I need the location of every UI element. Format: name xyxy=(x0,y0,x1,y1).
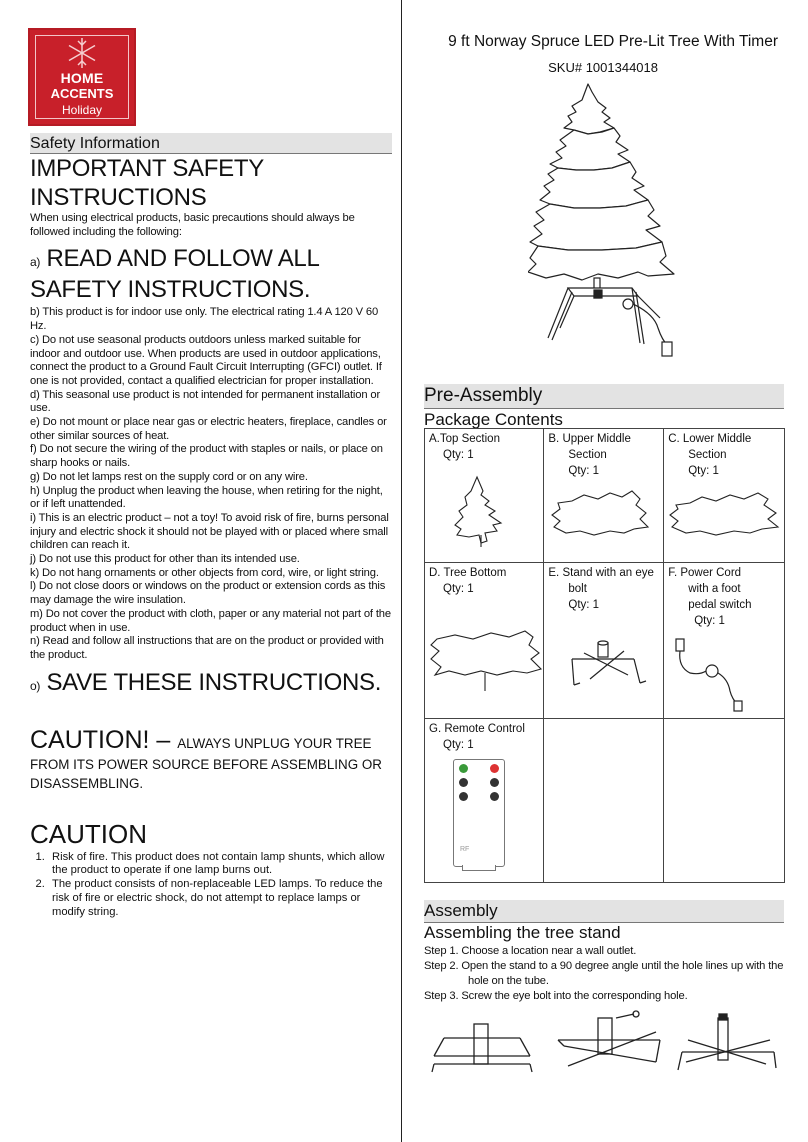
step-3: Step 3. Screw the eye bolt into the corresponding hole. xyxy=(424,990,688,1002)
part-label: C. Lower Middle xyxy=(668,433,752,445)
part-cell-empty xyxy=(664,719,785,883)
part-label: G. Remote Control xyxy=(429,723,525,735)
pre-assembly-title: Pre-Assembly xyxy=(424,384,784,409)
top-section-illustration xyxy=(425,429,545,563)
safety-item: d) This seasonal use product is not intended for permanent installation or use. xyxy=(30,388,381,415)
part-cell-e xyxy=(544,563,664,719)
risk-item: 2. The product consists of non-replaceable LED lamps. To reduce the risk of fire or electric shock, do not attempt to replace lamps or modify string. xyxy=(48,878,392,919)
part-cell-f xyxy=(664,563,785,719)
package-contents-grid xyxy=(424,428,785,883)
part-label: B. Upper Middle xyxy=(548,433,631,445)
part-cell-a xyxy=(425,429,544,563)
part-label-cont: Section xyxy=(688,449,727,461)
part-label-cont: pedal switch xyxy=(688,599,752,611)
step-2-cont: hole on the tube. xyxy=(468,975,549,987)
part-qty: Qty: 1 xyxy=(443,583,474,595)
part-qty: Qty: 1 xyxy=(568,465,600,477)
brand-logo xyxy=(28,28,136,126)
remote-button-icon xyxy=(459,792,468,801)
safety-item: j) Do not use this product for other than its intended use. xyxy=(30,553,300,566)
step-1: Step 1. Choose a location near a wall outlet. xyxy=(424,945,637,957)
safety-item: i) This is an electric product – not a toy! To avoid risk of fire, burns personal injury and electric shock it should not be played with or placed where small children can reach it. xyxy=(30,511,389,552)
safety-intro: When using electrical products, basic precautions should always be followed including the following: xyxy=(30,212,355,238)
item-o-prefix: o) xyxy=(30,678,41,693)
part-label: E. Stand with an eye xyxy=(548,567,654,579)
part-qty: Qty: 1 xyxy=(443,449,474,461)
risk-item: 1. Risk of fire. This product does not contain lamp shunts, which allow the product to operate if one lamp burns out. xyxy=(48,851,392,878)
column-divider xyxy=(401,0,402,1142)
safety-column xyxy=(30,133,392,919)
safety-item: m) Do not cover the product with cloth, paper or any material not part of the product when in use. xyxy=(30,607,391,634)
part-label: D. Tree Bottom xyxy=(429,567,507,579)
caution-unplug-text: ALWAYS UNPLUG YOUR TREE FROM ITS POWER SOURCE BEFORE ASSEMBLING OR DISASSEMBLING. xyxy=(30,735,382,791)
product-sku: SKU# 1001344018 xyxy=(548,60,658,75)
safety-item: h) Unplug the product when leaving the house, when retiring for the night, or if left unattended. xyxy=(30,484,383,511)
brand-line-2: ACCENTS xyxy=(50,86,114,101)
assembly-subtitle: Assembling the tree stand xyxy=(424,923,621,942)
risk-list xyxy=(30,851,392,920)
safety-item: n) Read and follow all instructions that are on the product or provided with the product. xyxy=(30,635,384,661)
safety-item: l) Do not close doors or windows on the product or extension cords as this may damage the wire insulation. xyxy=(30,580,386,607)
remote-control-illustration xyxy=(453,759,505,867)
part-label: F. Power Cord xyxy=(668,567,742,579)
assembled-tree-illustration xyxy=(528,78,678,368)
part-qty: Qty: 1 xyxy=(568,599,600,611)
lower-middle-section-illustration xyxy=(664,429,785,563)
power-cord-illustration xyxy=(664,563,785,719)
caution-unplug-title: CAUTION! – xyxy=(30,725,178,754)
safety-item: g) Do not let lamps rest on the supply cord or on any wire. xyxy=(30,470,308,483)
assembly-steps xyxy=(424,944,786,1004)
part-label-cont: Section xyxy=(568,449,607,461)
safety-heading: IMPORTANT SAFETY INSTRUCTIONS xyxy=(30,155,264,211)
remote-off-button-icon xyxy=(490,764,499,773)
remote-button-icon xyxy=(459,778,468,787)
safety-item: e) Do not mount or place near gas or electric heaters, fireplace, candles or other similar sources of heat. xyxy=(30,416,387,442)
item-o-text: SAVE THESE INSTRUCTIONS. xyxy=(46,668,382,696)
snowflake-icon xyxy=(30,32,134,72)
upper-middle-section-illustration xyxy=(544,429,664,563)
part-label-cont: with a foot xyxy=(688,583,741,595)
part-qty: Qty: 1 xyxy=(688,465,719,477)
safety-item: k) Do not hang ornaments or other objects from cord, wire, or light string. xyxy=(30,566,379,579)
safety-section-title: Safety Information xyxy=(30,133,392,154)
remote-on-button-icon xyxy=(459,764,468,773)
item-a-prefix: a) xyxy=(30,255,41,270)
step-2: Step 2. Open the stand to a 90 degree angle until the hole lines up with the xyxy=(424,960,784,972)
package-contents-title: Package Contents xyxy=(424,410,563,429)
part-cell-g xyxy=(425,719,544,883)
brand-line-3: Holiday xyxy=(61,103,103,117)
item-a-text: READ AND FOLLOW ALL SAFETY INSTRUCTIONS. xyxy=(30,245,319,304)
part-cell-c xyxy=(664,429,785,563)
part-cell-d xyxy=(425,563,544,719)
caution-heading: CAUTION xyxy=(30,818,147,849)
part-cell-b xyxy=(544,429,664,563)
brand-line-1: HOME xyxy=(60,70,104,86)
safety-item: b) This product is for indoor use only. The electrical rating 1.4 A 120 V 60 Hz. xyxy=(30,306,379,333)
stand-assembly-steps-illustration xyxy=(430,1010,780,1080)
remote-button-icon xyxy=(490,792,499,801)
part-qty: Qty: 1 xyxy=(443,739,474,751)
safety-item-o xyxy=(30,669,392,700)
safety-item-a xyxy=(30,245,392,304)
safety-item: c) Do not use seasonal products outdoors unless marked suitable for indoor and outdoor use. When products are used in outdoor applications, connect the product to a Ground Fault Circuit Interrupting (GFCI) outlet. If one is not provided, contact a qualified electrician for proper installation. xyxy=(30,333,382,387)
part-label-cont: bolt xyxy=(568,583,587,595)
remote-rf-label: RF xyxy=(460,846,470,853)
product-title: 9 ft Norway Spruce LED Pre-Lit Tree With Timer xyxy=(448,33,778,50)
part-label: A.Top Section xyxy=(429,433,500,445)
part-qty: Qty: 1 xyxy=(694,615,725,627)
part-cell-empty xyxy=(544,719,664,883)
caution-unplug xyxy=(30,726,392,793)
remote-button-icon xyxy=(490,778,499,787)
assembly-title: Assembly xyxy=(424,900,784,923)
safety-item: f) Do not secure the wiring of the product with staples or nails, or place on sharp hooks or nails. xyxy=(30,443,383,470)
stand-illustration xyxy=(544,563,664,719)
tree-bottom-illustration xyxy=(425,563,545,719)
